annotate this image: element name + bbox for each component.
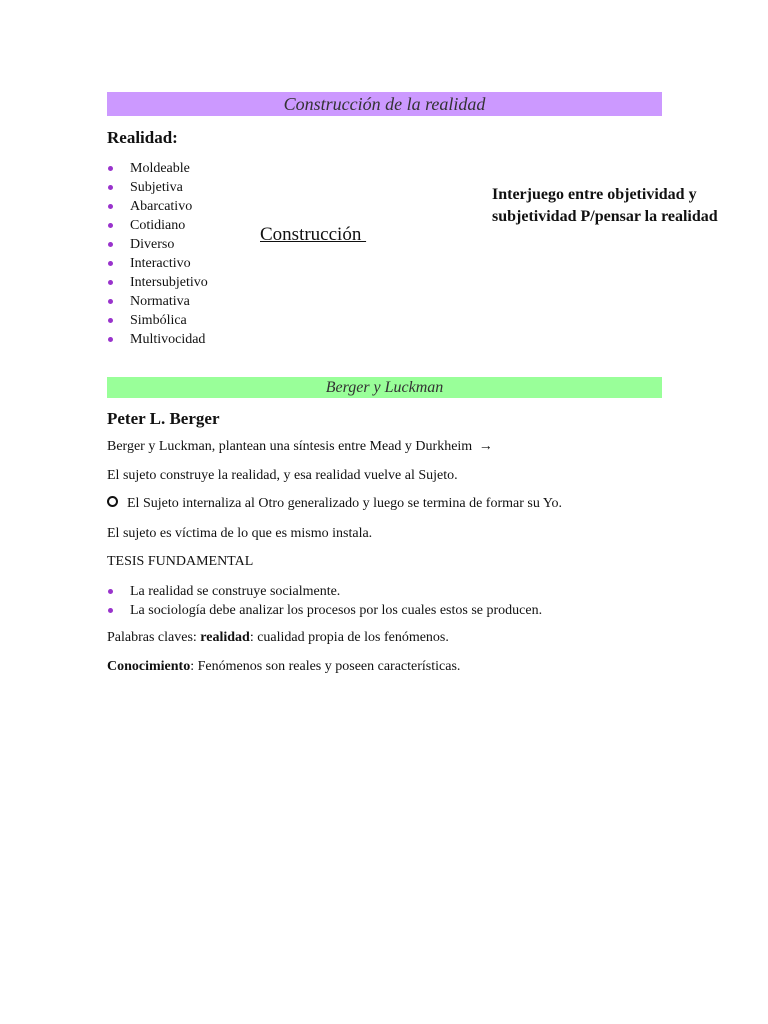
list-item bbox=[107, 330, 208, 349]
list-item-text: Abarcativo bbox=[130, 199, 193, 214]
bullet-icon bbox=[108, 280, 113, 285]
list-item-text: La sociología debe analizar los procesos por los cuales estos se producen. bbox=[130, 603, 543, 618]
list-item bbox=[107, 178, 208, 197]
paragraph-otro-generalizado-text: El Sujeto internaliza al Otro generalizado y luego se termina de formar su Yo. bbox=[127, 496, 563, 511]
bullet-icon bbox=[108, 299, 113, 304]
paragraph-conocimiento bbox=[107, 659, 460, 675]
interjuego-note bbox=[492, 184, 718, 228]
arrow-right-icon: → bbox=[478, 439, 493, 454]
keywords-prefix: Palabras claves: bbox=[107, 630, 201, 645]
list-item-text: Simbólica bbox=[130, 313, 187, 328]
bullet-icon bbox=[108, 223, 113, 228]
list-item bbox=[107, 601, 542, 620]
list-item-text: Diverso bbox=[130, 237, 175, 252]
keywords-definition: : cualidad propia de los fenómenos. bbox=[249, 630, 449, 645]
list-item-text: Intersubjetivo bbox=[130, 275, 208, 290]
bullet-icon bbox=[108, 318, 113, 323]
bullet-icon bbox=[108, 185, 113, 190]
bullet-icon bbox=[108, 337, 113, 342]
paragraph-sujeto-victima: El sujeto es víctima de lo que es mismo instala. bbox=[107, 526, 373, 541]
paragraph-sujeto-construye: El sujeto construye la realidad, y esa realidad vuelve al Sujeto. bbox=[107, 468, 458, 483]
list-item-text: Subjetiva bbox=[130, 180, 183, 195]
list-item bbox=[107, 235, 208, 254]
list-item-text: Moldeable bbox=[130, 161, 190, 176]
thesis-title: TESIS FUNDAMENTAL bbox=[107, 554, 254, 569]
construccion-label: Construcción bbox=[260, 224, 367, 245]
bullet-icon bbox=[108, 608, 113, 613]
bullet-icon bbox=[108, 166, 113, 171]
interjuego-line-2: subjetividad P/pensar la realidad bbox=[492, 208, 718, 225]
list-item-text: Normativa bbox=[130, 294, 190, 309]
paragraph-sintesis bbox=[107, 439, 493, 455]
paragraph-palabras-claves bbox=[107, 630, 449, 646]
section-banner-berger-luckman: Berger y Luckman bbox=[107, 377, 662, 398]
list-item bbox=[107, 216, 208, 235]
bullet-icon bbox=[108, 261, 113, 266]
list-item bbox=[107, 292, 208, 311]
list-item bbox=[107, 273, 208, 292]
list-item-text: Multivocidad bbox=[130, 332, 206, 347]
bullet-icon bbox=[108, 204, 113, 209]
realidad-list bbox=[107, 159, 208, 349]
knowledge-definition: : Fenómenos son reales y poseen características. bbox=[190, 659, 461, 674]
list-item-text: Interactivo bbox=[130, 256, 191, 271]
heading-realidad: Realidad: bbox=[107, 128, 178, 147]
list-item bbox=[107, 197, 208, 216]
heading-peter-berger: Peter L. Berger bbox=[107, 409, 220, 428]
knowledge-term: Conocimiento bbox=[107, 659, 191, 674]
thesis-list bbox=[107, 582, 542, 620]
bullet-icon bbox=[108, 242, 113, 247]
interjuego-line-1: Interjuego entre objetividad y bbox=[492, 186, 697, 203]
circle-bullet-icon bbox=[107, 496, 118, 507]
list-item-text: La realidad se construye socialmente. bbox=[130, 584, 341, 599]
list-item bbox=[107, 582, 542, 601]
list-item-text: Cotidiano bbox=[130, 218, 186, 233]
list-item bbox=[107, 254, 208, 273]
bullet-icon bbox=[108, 589, 113, 594]
keywords-term: realidad bbox=[200, 630, 250, 645]
paragraph-sintesis-text: Berger y Luckman, plantean una síntesis entre Mead y Durkheim bbox=[107, 439, 473, 454]
list-item bbox=[107, 159, 208, 178]
section-banner-construccion: Construcción de la realidad bbox=[107, 92, 662, 116]
list-item bbox=[107, 311, 208, 330]
paragraph-otro-generalizado bbox=[107, 496, 562, 512]
